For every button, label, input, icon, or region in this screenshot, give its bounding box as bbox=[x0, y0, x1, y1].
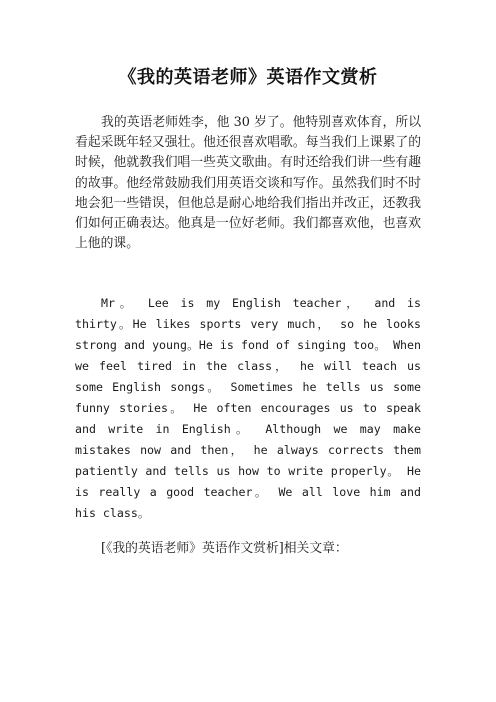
related-articles-text: [《我的英语老师》英语作文赏析]相关文章： bbox=[101, 541, 348, 556]
related-articles-line bbox=[75, 539, 421, 559]
page-title: 《我的英语老师》英语作文赏析 bbox=[118, 67, 378, 88]
english-paragraph-text: Mr。 Lee is my English teacher， and is thirty。He likes sports very much， so he looks strong and young。He is fond of singing too。 When we feel tired in the class， he will teach us some English songs。 Sometimes he tells us some funny stories。 He often encourages us to speak and write in English。 Although we may make mistakes now and then， he always corrects them patiently and tells us how to write properly。 He is really a good teacher。 We all love him and his class。 bbox=[75, 296, 421, 520]
chinese-paragraph-text: 我的英语老师姓李，他 30 岁了。他特别喜欢体育，所以看起采既年轻又强壮。他还很喜欢唱歌。每当我们上课累了的时候，他就教我们唱一些英文歌曲。有时还给我们讲一些有趣的故事。他经常鼓励我们用英语交谈和写作。虽然我们时不时地会犯一些错误，但他总是耐心地给我们指出并改正，还教我们如何正确表达。他真是一位好老师。我们都喜欢他，也喜欢上他的课。 bbox=[75, 115, 421, 252]
english-paragraph bbox=[75, 293, 421, 523]
chinese-paragraph bbox=[75, 113, 421, 275]
